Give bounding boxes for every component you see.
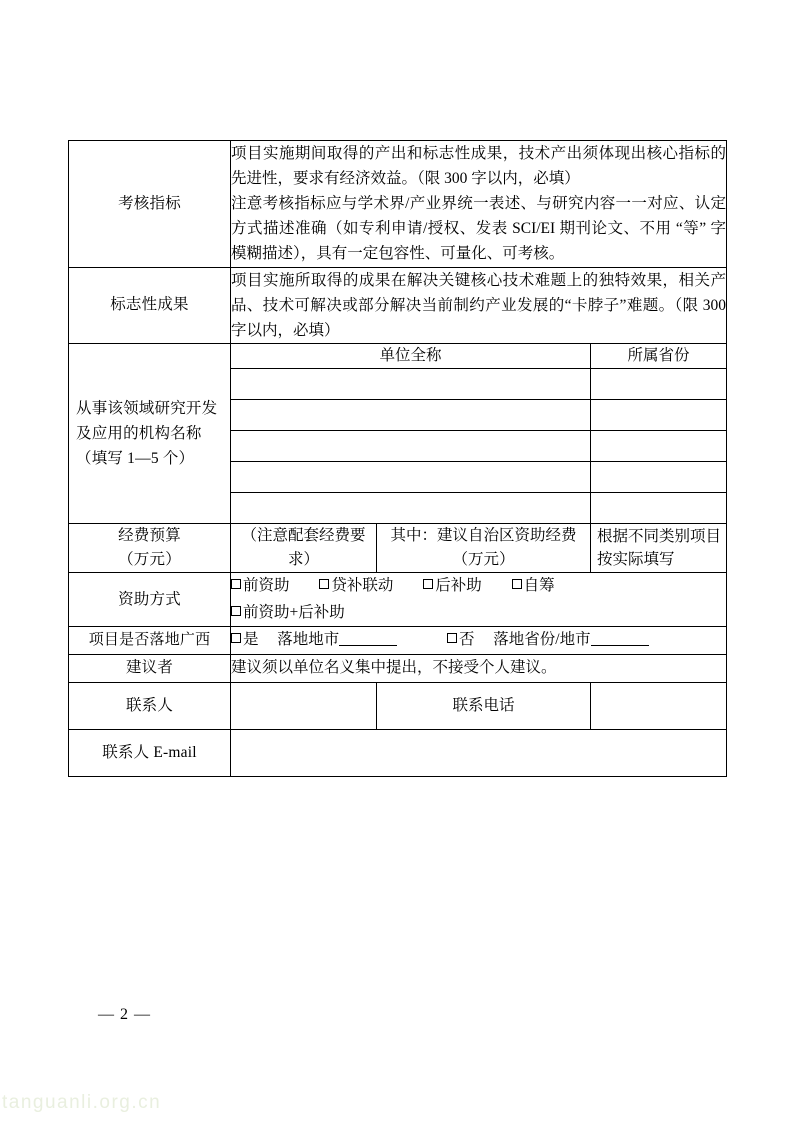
- column-header-institution-name: 单位全称: [231, 343, 591, 368]
- row-label-located-in-guangxi: 项目是否落地广西: [69, 627, 231, 655]
- funding-option-label: 前资助+后补助: [243, 603, 345, 621]
- institution-name-field[interactable]: [231, 461, 591, 492]
- row-label-proposer: 建议者: [69, 654, 231, 682]
- funding-option-label: 自筹: [523, 576, 555, 594]
- institution-name-field[interactable]: [231, 430, 591, 461]
- table-row-funding-method: [69, 572, 727, 626]
- landmark-paragraph: 项目实施所取得的成果在解决关键核心技术难题上的独特效果，相关产品、技术可解决或部分解决当前制约产业发展的“卡脖子”难题。（限 300 字以内，必填）: [231, 271, 727, 339]
- funding-option-pre-funding[interactable]: [231, 573, 290, 600]
- checkbox-icon[interactable]: [512, 579, 522, 589]
- budget-label-line-1: 经费预算: [118, 526, 181, 544]
- table-row-institutions-header: [69, 343, 727, 368]
- located-option-yes[interactable]: [231, 631, 259, 648]
- funding-option-label: 前资助: [243, 576, 290, 594]
- table-row-located-in-guangxi: [69, 627, 727, 655]
- institution-province-field[interactable]: [591, 368, 727, 399]
- funding-option-pre-plus-post[interactable]: [231, 600, 345, 627]
- budget-total-note[interactable]: （注意配套经费要求）: [231, 523, 377, 572]
- row-label-budget: [69, 523, 231, 572]
- contact-person-input[interactable]: [231, 682, 377, 729]
- landing-province-city-input[interactable]: [591, 645, 649, 646]
- funding-method-options-line-1: [231, 573, 726, 600]
- table-row-proposer: [69, 654, 727, 682]
- budget-fill-note: 根据不同类别项目按实际填写: [591, 523, 727, 572]
- page-number: — 2 —: [98, 1006, 151, 1023]
- budget-label-line-2: （万元）: [118, 550, 181, 568]
- landing-city-input[interactable]: [339, 645, 397, 646]
- located-in-guangxi-options: [231, 627, 727, 655]
- checkbox-icon[interactable]: [447, 633, 457, 643]
- budget-subsidy-note[interactable]: 其中：建议自治区资助经费（万元）: [377, 523, 591, 572]
- funding-option-loan-subsidy-linkage[interactable]: [319, 573, 393, 600]
- funding-method-options: [231, 572, 727, 626]
- assessment-paragraph-2: 注意考核指标应与学术界/产业界统一表述、与研究内容一一对应、认定方式描述准确（如专利申请/授权、发表 SCI/EI 期刊论文、不用 “等” 字模糊描述），具有一定包容性、可量化、可考核。: [231, 195, 727, 263]
- institution-province-field[interactable]: [591, 399, 727, 430]
- table-row-contact-email: [69, 729, 727, 776]
- funding-method-options-line-2: [231, 600, 726, 627]
- landing-city-label: 落地地市: [277, 631, 340, 649]
- institution-province-field[interactable]: [591, 492, 727, 523]
- watermark: tanguanli.org.cn: [2, 1092, 162, 1113]
- institution-province-field[interactable]: [591, 461, 727, 492]
- funding-option-label: 贷补联动: [331, 576, 394, 594]
- table-row-assessment-indicators: [69, 141, 727, 268]
- table-row-landmark-achievements: [69, 267, 727, 343]
- checkbox-icon[interactable]: [231, 633, 241, 643]
- row-label-contact-person: 联系人: [69, 682, 231, 729]
- row-label-assessment-indicators: 考核指标: [69, 141, 231, 268]
- landing-province-city-label: 落地省份/地市: [493, 631, 591, 649]
- contact-email-input[interactable]: [231, 729, 727, 776]
- row-label-landmark-achievements: 标志性成果: [69, 267, 231, 343]
- funding-option-post-subsidy[interactable]: [423, 573, 482, 600]
- column-header-province: 所属省份: [591, 343, 727, 368]
- row-label-funding-method: 资助方式: [69, 572, 231, 626]
- project-proposal-form-table: [68, 140, 727, 777]
- funding-option-label: 后补助: [435, 576, 482, 594]
- row-label-institutions: 从事该领域研究开发及应用的机构名称（填写 1—5 个）: [69, 343, 231, 523]
- contact-phone-input[interactable]: [591, 682, 727, 729]
- funding-option-self-raised[interactable]: [512, 573, 555, 600]
- checkbox-icon[interactable]: [231, 606, 241, 616]
- located-option-no[interactable]: [447, 631, 475, 648]
- institution-name-field[interactable]: [231, 492, 591, 523]
- institution-name-field[interactable]: [231, 368, 591, 399]
- institution-name-field[interactable]: [231, 399, 591, 430]
- checkbox-icon[interactable]: [319, 579, 329, 589]
- landmark-achievements-content: [231, 267, 727, 343]
- table-row-contact: [69, 682, 727, 729]
- institution-province-field[interactable]: [591, 430, 727, 461]
- assessment-indicators-content: [231, 141, 727, 268]
- checkbox-icon[interactable]: [231, 579, 241, 589]
- row-label-contact-email: 联系人 E-mail: [69, 729, 231, 776]
- checkbox-icon[interactable]: [423, 579, 433, 589]
- contact-phone-label: 联系电话: [377, 682, 591, 729]
- table-row-budget: [69, 523, 727, 572]
- assessment-paragraph-1: 项目实施期间取得的产出和标志性成果，技术产出须体现出核心指标的先进性，要求有经济效益。（限 300 字以内，必填）: [231, 145, 727, 188]
- located-option-yes-label: 是: [243, 631, 259, 649]
- proposer-note: 建议须以单位名义集中提出，不接受个人建议。: [231, 654, 727, 682]
- located-option-no-label: 否: [459, 631, 475, 649]
